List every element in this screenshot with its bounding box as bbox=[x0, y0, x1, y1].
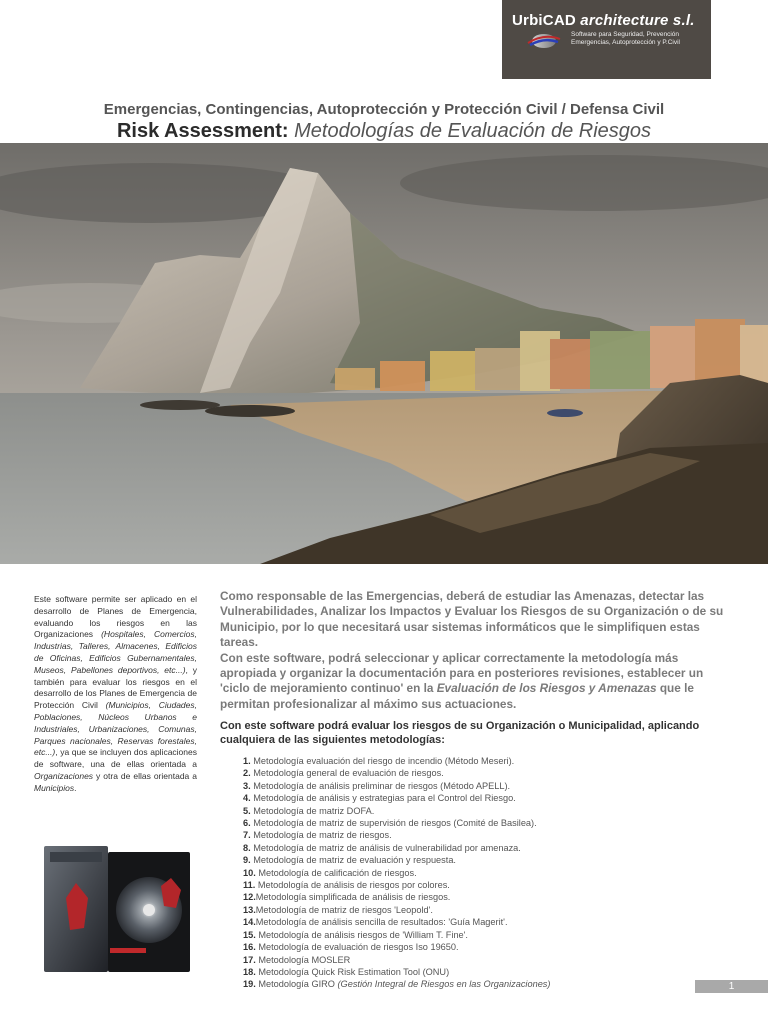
page-title bbox=[0, 120, 768, 143]
item-text: Metodología de calificación de riesgos. bbox=[255, 867, 417, 878]
brand-name bbox=[512, 12, 695, 29]
item-number: 13. bbox=[243, 904, 256, 915]
item-number: 12. bbox=[243, 892, 256, 903]
item-text: Metodología de matriz de análisis de vulnerabilidad por amenaza. bbox=[250, 842, 521, 853]
item-text: Metodología de análisis preliminar de riesgos (Método APELL). bbox=[250, 780, 511, 791]
methods-list bbox=[243, 755, 550, 991]
brand-tagline-line: Emergencias, Autoprotección y P.Civil bbox=[571, 38, 680, 46]
brand-name-italic: architecture s.l. bbox=[580, 12, 695, 29]
item-number: 3. bbox=[243, 780, 251, 791]
item-number: 18. bbox=[243, 966, 256, 977]
item-number: 17. bbox=[243, 954, 256, 965]
list-item bbox=[243, 978, 550, 990]
intro-paragraph: Como responsable de las Emergencias, deberá de estudiar las Amenazas, detectar las Vulnerabilidades, Analizar los Impactos y Evaluar los Riesgos de su Organización o de su Municipio, por lo que necesitará usar sistemas informáticos que le simplifiquen estas tareas. bbox=[220, 589, 724, 650]
list-item bbox=[243, 767, 550, 779]
item-number: 2. bbox=[243, 768, 251, 779]
intro-paragraph bbox=[220, 651, 730, 713]
item-text: Metodología de análisis de riesgos por colores. bbox=[255, 880, 450, 891]
globe-logo-icon bbox=[524, 31, 564, 51]
page-kicker: Emergencias, Contingencias, Autoprotección y Protección Civil / Defensa Civil bbox=[103, 101, 665, 118]
dvd-case-image bbox=[36, 838, 196, 978]
list-item bbox=[243, 916, 550, 928]
item-number: 1. bbox=[243, 756, 251, 766]
intro-text bbox=[220, 589, 730, 712]
list-item bbox=[243, 904, 550, 916]
item-text: Metodología de matriz de evaluación y respuesta. bbox=[250, 855, 456, 866]
methods-heading: Con este software podrá evaluar los riesgos de su Organización o Municipalidad, aplicando cualquiera de las siguientes metodologías: bbox=[220, 720, 700, 746]
list-item bbox=[243, 879, 550, 891]
title-light: Metodologías de Evaluación de Riesgos bbox=[294, 120, 652, 142]
item-text: Metodología evaluación del riesgo de incendio (Método Meseri). bbox=[250, 756, 515, 766]
list-item bbox=[243, 755, 550, 767]
sidebar-text-italic: (Hospitales, Comercios, Industrias, Talleres, Almacenes, Edificios de Oficinas, Edificios Gubernamentales, Museos, Pabellones deportivos, etc...) bbox=[34, 629, 197, 675]
list-item bbox=[243, 929, 550, 941]
list-item bbox=[243, 867, 550, 879]
item-number: 15. bbox=[243, 929, 256, 940]
item-number: 6. bbox=[243, 818, 251, 829]
brand-tagline-line: Software para Seguridad, Prevención bbox=[571, 31, 680, 38]
sidebar-text: , y también para evaluar los riesgos en el desarrollo de los Planes de Emergencia de Protección Civil bbox=[34, 664, 197, 711]
page-number: 1 bbox=[695, 980, 768, 993]
item-number: 10. bbox=[243, 867, 256, 878]
sidebar-text-italic: (Municipios, Ciudades, Poblaciones, Núcleos Urbanos e Industriales, Urbanizaciones, Comunas, Parques nacionales, Reservas forestales, etc...) bbox=[34, 700, 197, 758]
sidebar-text-italic: Organizaciones bbox=[34, 770, 94, 781]
list-item bbox=[243, 805, 550, 817]
item-number: 14. bbox=[243, 917, 256, 928]
intro-text-part: Con este software, podrá seleccionar y aplicar correctamente la metodología más apropiada y organizar la documentación para en posteriores revisiones, establecer un 'ciclo de mejoramiento continuo' en la bbox=[220, 650, 704, 696]
item-number: 5. bbox=[243, 805, 251, 816]
list-item bbox=[243, 792, 550, 804]
item-text: Metodología de matriz de riesgos. bbox=[250, 830, 392, 841]
list-item bbox=[243, 954, 550, 966]
list-item bbox=[243, 780, 550, 792]
title-strong: Risk Assessment: bbox=[116, 120, 289, 142]
list-item bbox=[243, 941, 550, 953]
item-number: 19. bbox=[243, 979, 256, 990]
item-text: Metodología de análisis sencilla de resultados: 'Guía Magerit'. bbox=[255, 917, 508, 928]
item-number: 4. bbox=[243, 793, 251, 804]
intro-text-italic: Evaluación de los Riesgos y Amenazas bbox=[436, 681, 657, 696]
hero-photo bbox=[0, 143, 768, 564]
list-item bbox=[243, 891, 550, 903]
sidebar-text: y otra de ellas orientada a bbox=[93, 770, 197, 781]
item-text: Metodología de análisis riesgos de 'William T. Fine'. bbox=[255, 929, 468, 940]
brand-name-bold: UrbiCAD bbox=[512, 12, 576, 29]
item-number: 9. bbox=[243, 855, 251, 866]
intro-text-part: que le permitan profesionalizar al máximo sus actuaciones. bbox=[220, 681, 694, 711]
item-text: Metodología de análisis y estrategias para el Control del Riesgo. bbox=[250, 793, 516, 804]
item-number: 8. bbox=[243, 842, 251, 853]
list-item bbox=[243, 854, 550, 866]
item-text: Metodología de matriz de supervisión de riesgos (Comité de Basilea). bbox=[250, 818, 537, 829]
item-text: Metodología Quick Risk Estimation Tool (ONU) bbox=[255, 966, 450, 977]
sidebar-text: , ya que se incluyen dos aplicaciones de software, una de ellas orientada a bbox=[34, 747, 197, 770]
item-number: 16. bbox=[243, 942, 256, 953]
item-text: Metodología general de evaluación de riesgos. bbox=[250, 768, 444, 779]
list-item bbox=[243, 817, 550, 829]
brand-box bbox=[502, 0, 711, 79]
item-text: Metodología de matriz de riesgos 'Leopold'. bbox=[255, 904, 433, 915]
sidebar-text-italic: Municipios bbox=[34, 782, 75, 793]
item-number: 11. bbox=[243, 880, 256, 891]
item-number: 7. bbox=[243, 830, 251, 841]
list-item bbox=[243, 829, 550, 841]
sidebar-text: Este software permite ser aplicado en el desarrollo de Planes de Emergencia, evaluando los riesgos en las Organizaciones bbox=[34, 594, 197, 640]
list-item bbox=[243, 966, 550, 978]
item-text: Metodología MOSLER bbox=[255, 954, 351, 965]
sidebar-text: . bbox=[74, 782, 77, 793]
item-text: Metodología de matriz DOFA. bbox=[250, 805, 375, 816]
brand-tagline bbox=[571, 31, 680, 46]
item-text: Metodología simplificada de análisis de riesgos. bbox=[255, 892, 451, 903]
item-text-italic: (Gestión Integral de Riesgos en las Organizaciones) bbox=[337, 979, 551, 990]
list-item bbox=[243, 842, 550, 854]
item-text: Metodología GIRO bbox=[255, 979, 338, 990]
sidebar-description bbox=[34, 594, 197, 795]
item-text: Metodología de evaluación de riesgos Iso 19650. bbox=[255, 942, 459, 953]
